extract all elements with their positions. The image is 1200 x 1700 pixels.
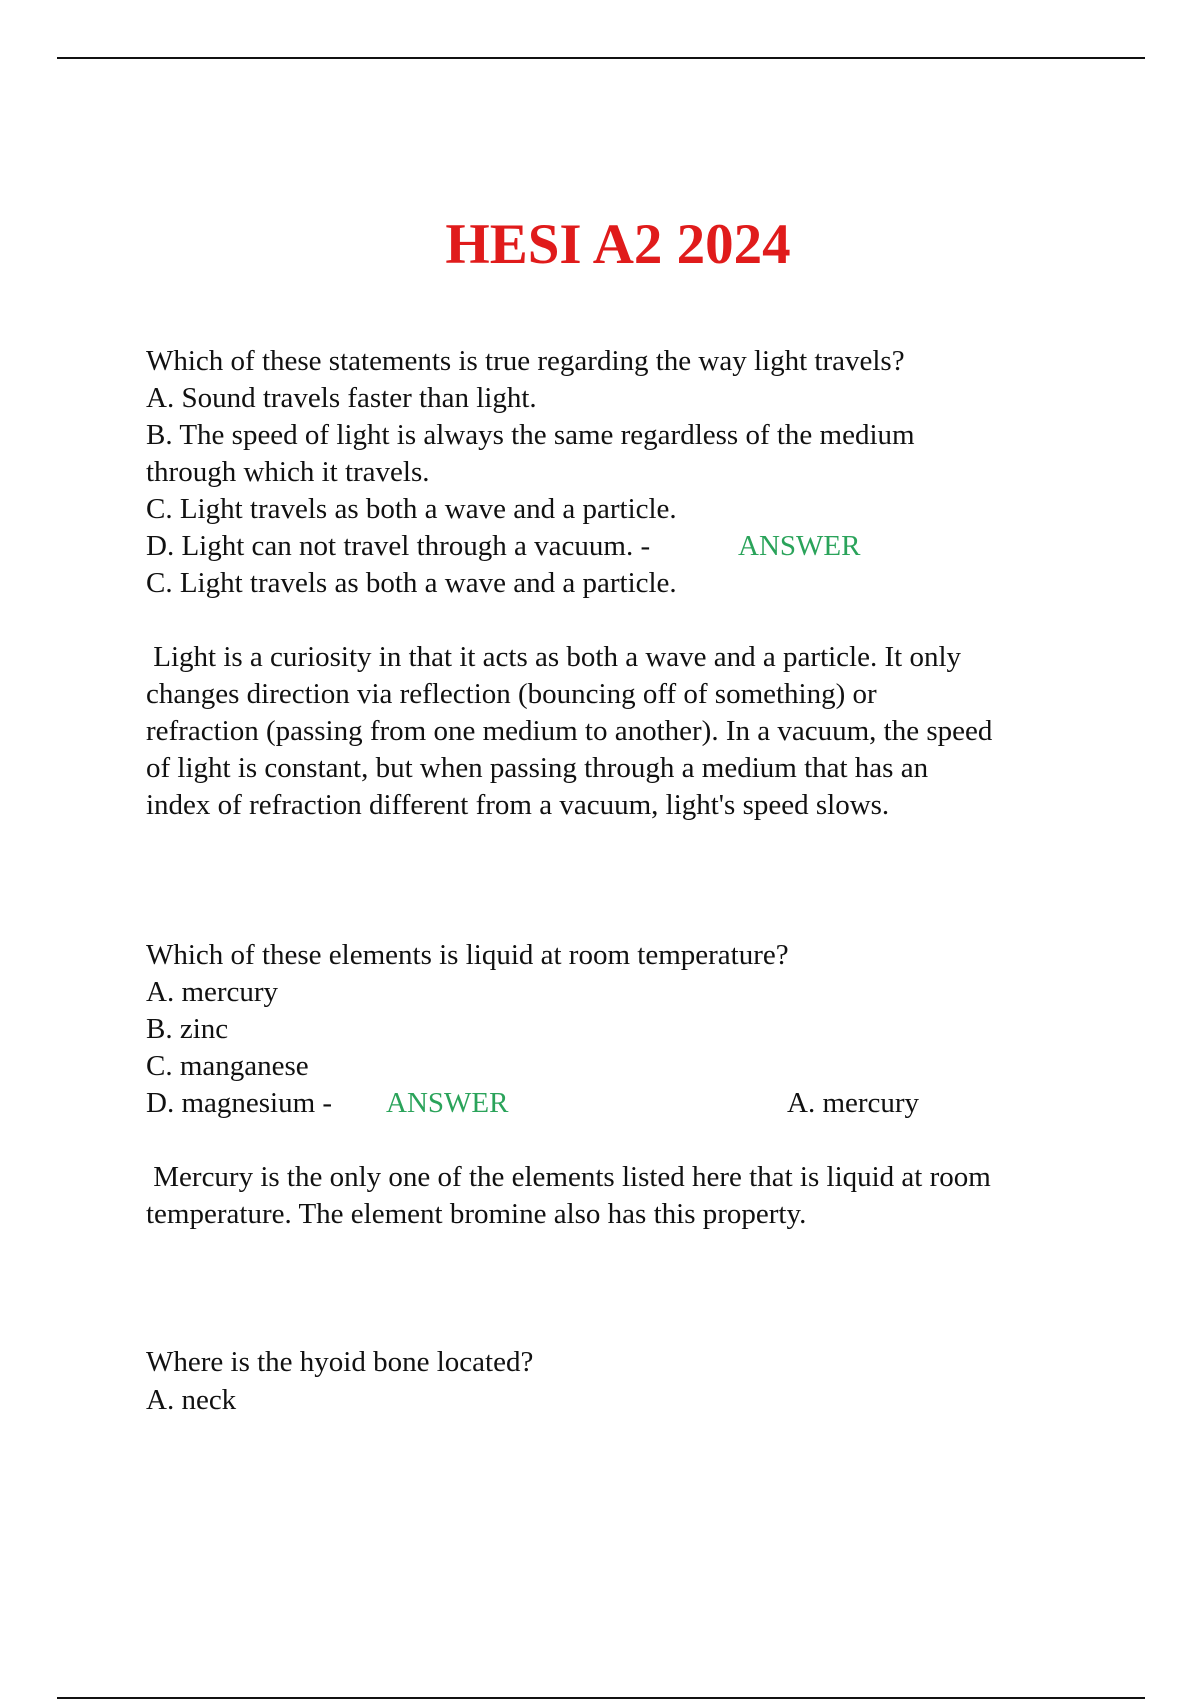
q2-explanation-line: Mercury is the only one of the elements listed here that is liquid at room <box>146 1161 991 1193</box>
q1-explanation-line: refraction (passing from one medium to another). In a vacuum, the speed <box>146 715 993 747</box>
q2-explanation-line: temperature. The element bromine also has this property. <box>146 1198 807 1230</box>
q1-option-b-line2: through which it travels. <box>146 456 430 488</box>
q3-option-a: A. neck <box>146 1384 237 1416</box>
q2-answer: A. mercury <box>787 1087 920 1119</box>
q2-option-b: B. zinc <box>146 1013 229 1045</box>
q1-explanation-line: changes direction via reflection (bouncing off of something) or <box>146 678 877 710</box>
q1-option-a: A. Sound travels faster than light. <box>146 382 537 414</box>
q2-option-a: A. mercury <box>146 976 279 1008</box>
bottom-rule <box>57 1697 1145 1699</box>
q1-question: Which of these statements is true regarding the way light travels? <box>146 345 905 377</box>
q1-explanation-line: Light is a curiosity in that it acts as both a wave and a particle. It only <box>146 641 962 673</box>
q1-explanation-line: index of refraction different from a vacuum, light's speed slows. <box>146 789 890 821</box>
q2-option-c: C. manganese <box>146 1050 309 1082</box>
q3-question: Where is the hyoid bone located? <box>146 1346 534 1378</box>
document-title: HESI A2 2024 <box>445 213 791 276</box>
q1-answer-label: ANSWER <box>738 530 861 562</box>
q1-explanation-line: of light is constant, but when passing through a medium that has an <box>146 752 929 784</box>
q2-question: Which of these elements is liquid at room temperature? <box>146 939 789 971</box>
q1-option-b-line1: B. The speed of light is always the same regardless of the medium <box>146 419 915 451</box>
q1-answer: C. Light travels as both a wave and a particle. <box>146 567 677 599</box>
q2-answer-label: ANSWER <box>386 1087 509 1119</box>
q1-option-d: D. Light can not travel through a vacuum. - <box>146 530 651 562</box>
q1-option-c: C. Light travels as both a wave and a particle. <box>146 493 677 525</box>
q2-option-d: D. magnesium - <box>146 1087 333 1119</box>
top-rule <box>57 57 1145 59</box>
